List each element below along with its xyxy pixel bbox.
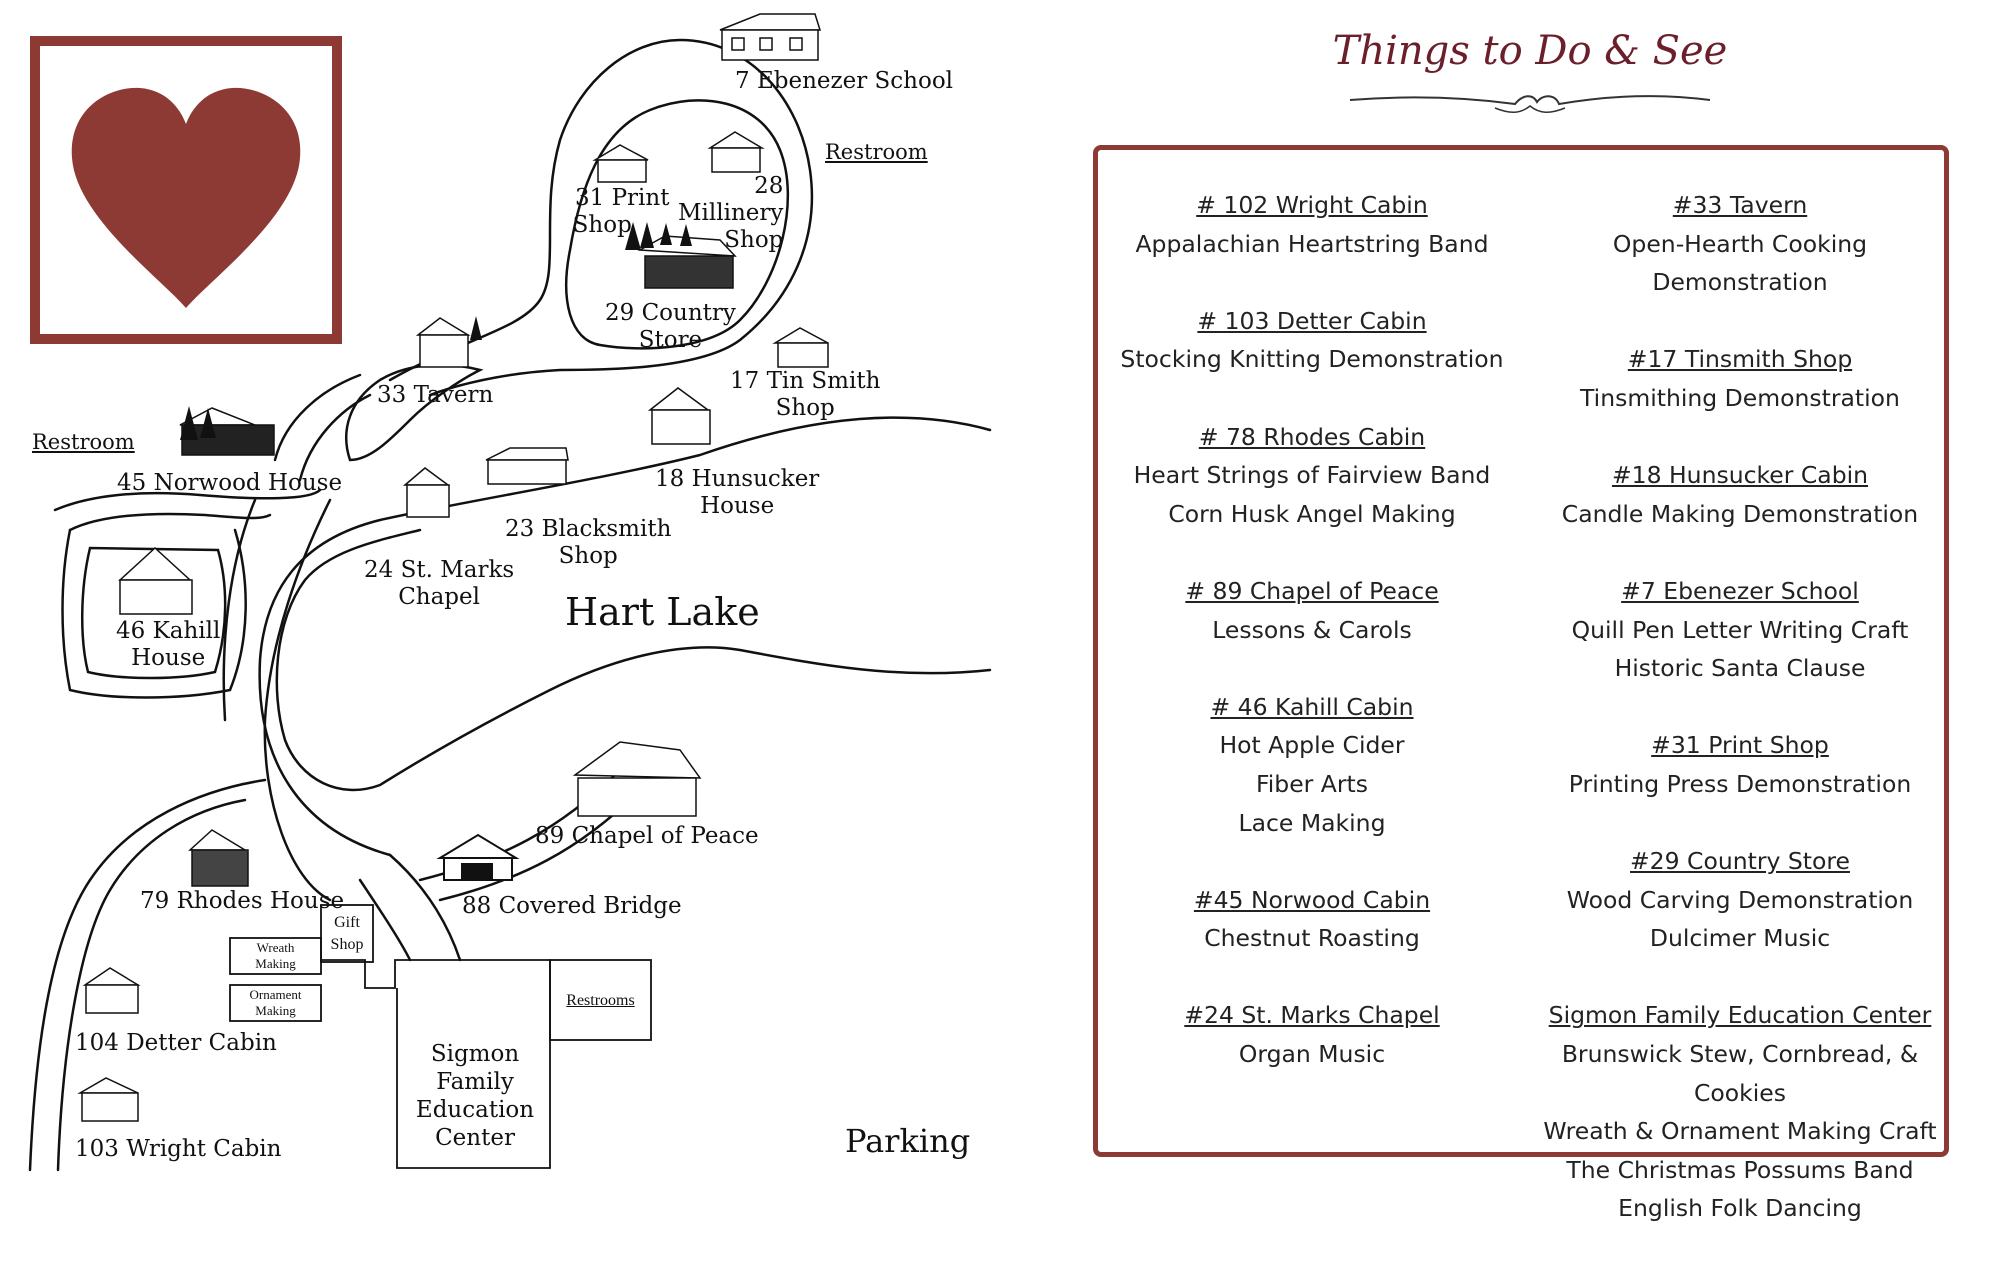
label-ebenezer[interactable]: 7 Ebenezer School — [735, 68, 954, 94]
activity-item: Printing Press Demonstration — [1568, 769, 1912, 798]
label-country-store[interactable]: 29 Country Store — [605, 300, 736, 353]
activity-item: Corn Husk Angel Making — [1168, 499, 1456, 528]
activity-location-link[interactable]: #24 St. Marks Chapel — [1184, 1001, 1440, 1030]
parking-label: Parking — [845, 1122, 971, 1160]
activity-group — [1526, 456, 1954, 533]
activity-location-link[interactable]: #33 Tavern — [1672, 191, 1808, 219]
activities-left-column — [1098, 186, 1526, 1112]
activity-group — [1098, 302, 1526, 379]
activities-panel — [1093, 145, 1949, 1223]
label-covered-bridge[interactable]: 88 Covered Bridge — [462, 893, 682, 919]
activity-location-link[interactable]: # 46 Kahill Cabin — [1210, 692, 1414, 721]
activity-group — [1526, 996, 1954, 1228]
activity-item: Lessons & Carols — [1212, 615, 1412, 644]
activity-item: Appalachian Heartstring Band — [1135, 229, 1489, 258]
activity-location-link[interactable]: #17 Tinsmith Shop — [1627, 345, 1853, 374]
activity-item: Open-Hearth Cooking Demonstration — [1612, 229, 1868, 297]
activity-location-link[interactable]: Sigmon Family Education Center — [1548, 1001, 1932, 1030]
activity-group — [1098, 418, 1526, 534]
activity-group — [1526, 842, 1954, 958]
wreath-making-label[interactable]: Wreath Making — [255, 940, 296, 971]
label-detter[interactable]: 104 Detter Cabin — [75, 1030, 277, 1056]
activity-location-link[interactable]: #18 Hunsucker Cabin — [1611, 461, 1869, 490]
activity-location-link[interactable]: # 103 Detter Cabin — [1197, 306, 1427, 335]
restroom-top-link[interactable]: Restroom — [825, 140, 928, 164]
activity-item: English Folk Dancing — [1618, 1194, 1862, 1223]
label-print-shop[interactable]: 31 Print Shop — [572, 185, 670, 238]
activity-location-link[interactable]: # 89 Chapel of Peace — [1185, 576, 1439, 605]
activity-location-link[interactable]: # 78 Rhodes Cabin — [1198, 422, 1426, 451]
gift-shop-label[interactable]: Gift Shop — [330, 914, 364, 953]
activity-group — [1098, 688, 1526, 842]
activity-item: Brunswick Stew, Cornbread, & Cookies — [1561, 1040, 1919, 1107]
activity-item: Candle Making Demonstration — [1561, 499, 1919, 528]
page-title: Things to Do & See — [1332, 28, 1728, 74]
restrooms-label[interactable]: Restrooms — [566, 992, 635, 1009]
activity-item: Fiber Arts — [1255, 769, 1369, 798]
activity-location-link[interactable]: #45 Norwood Cabin — [1193, 885, 1431, 914]
activity-group — [1526, 726, 1954, 803]
label-wright[interactable]: 103 Wright Cabin — [75, 1136, 282, 1162]
label-kahill[interactable]: 46 Kahill House — [116, 618, 221, 671]
activity-item: Stocking Knitting Demonstration — [1120, 345, 1504, 374]
label-blacksmith[interactable]: 23 Blacksmith Shop — [505, 516, 672, 569]
activity-item: Chestnut Roasting — [1204, 924, 1420, 953]
education-center-label[interactable]: Sigmon Family Education Center — [415, 1041, 535, 1151]
activity-item: Wood Carving Demonstration — [1566, 885, 1914, 914]
activity-item: Tinsmithing Demonstration — [1580, 383, 1900, 412]
lake-label: Hart Lake — [565, 590, 760, 634]
label-tin-smith[interactable]: 17 Tin Smith Shop — [730, 368, 881, 421]
activity-location-link[interactable]: # 102 Wright Cabin — [1196, 191, 1428, 219]
activity-group — [1526, 572, 1954, 688]
activity-group — [1098, 881, 1526, 958]
activity-group — [1098, 186, 1526, 263]
activity-location-link[interactable]: #31 Print Shop — [1651, 731, 1829, 760]
activity-item: Historic Santa Clause — [1614, 654, 1866, 683]
label-st-marks[interactable]: 24 St. Marks Chapel — [364, 557, 515, 610]
activity-group — [1526, 340, 1954, 417]
label-chapel-peace[interactable]: 89 Chapel of Peace — [535, 823, 759, 849]
activity-location-link[interactable]: #29 Country Store — [1629, 847, 1850, 876]
activity-location-link[interactable]: #7 Ebenezer School — [1621, 576, 1859, 605]
ornament-making-label[interactable]: Ornament Making — [249, 987, 302, 1018]
activity-item: Lace Making — [1238, 808, 1386, 837]
activity-item: Wreath & Ornament Making Craft — [1543, 1117, 1937, 1146]
label-rhodes[interactable]: 79 Rhodes House — [140, 888, 345, 914]
activity-item: Heart Strings of Fairview Band — [1133, 461, 1491, 490]
activity-item: The Christmas Possums Band — [1566, 1155, 1914, 1184]
flourish-ornament — [1345, 80, 1715, 120]
activity-group — [1098, 996, 1526, 1073]
restroom-left-link[interactable]: Restroom — [32, 430, 135, 454]
label-hunsucker[interactable]: 18 Hunsucker House — [655, 466, 820, 519]
activity-item: Organ Music — [1238, 1040, 1386, 1069]
activity-item: Dulcimer Music — [1649, 924, 1831, 953]
label-norwood[interactable]: 45 Norwood House — [117, 470, 343, 496]
activity-item: Quill Pen Letter Writing Craft — [1571, 615, 1909, 644]
activity-group — [1098, 572, 1526, 649]
activities-right-column — [1526, 186, 1954, 1267]
label-tavern[interactable]: 33 Tavern — [377, 382, 494, 408]
activity-item: Hot Apple Cider — [1219, 731, 1405, 760]
activity-group — [1526, 186, 1954, 302]
label-millinery[interactable]: 28 Millinery Shop — [678, 173, 784, 253]
